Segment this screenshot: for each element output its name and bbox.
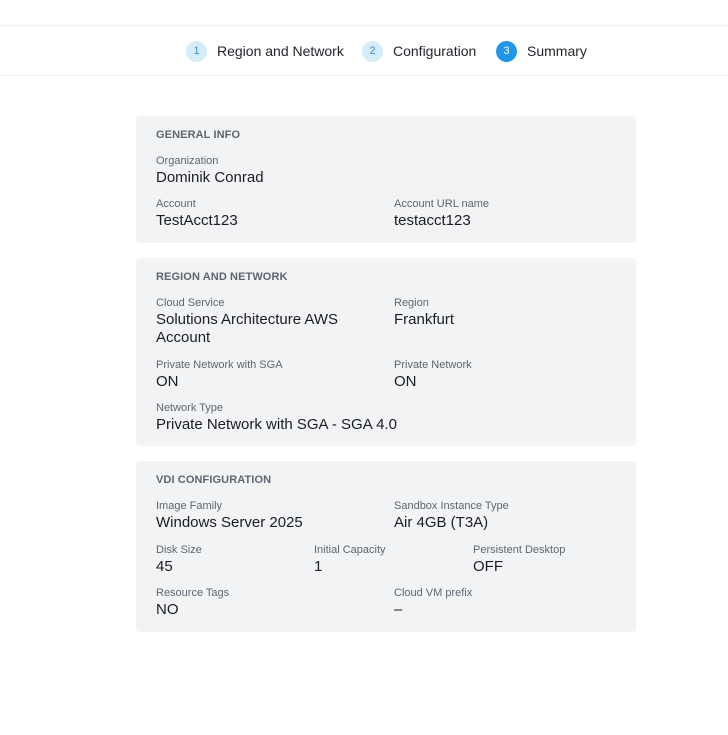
field-value: Windows Server 2025 (156, 514, 303, 531)
field-label: Cloud Service (156, 297, 225, 309)
account-url-field (394, 198, 489, 230)
card-title: REGION AND NETWORK (156, 271, 288, 283)
field-label: Initial Capacity (314, 544, 386, 556)
vdi-configuration-card (136, 461, 636, 632)
field-label: Cloud VM prefix (394, 587, 473, 599)
step-region-and-network[interactable] (186, 40, 344, 62)
field-value: Solutions Architecture AWS (156, 311, 339, 328)
step-number-badge: 1 (186, 41, 207, 62)
field-value: 45 (156, 558, 173, 575)
field-value: TestAcct123 (156, 212, 238, 229)
field-label: Account URL name (394, 198, 489, 210)
region-network-card (136, 258, 636, 446)
network-type-field (156, 402, 397, 434)
field-label: Organization (156, 155, 219, 167)
step-number-badge: 2 (362, 41, 383, 62)
wizard-stepper (0, 26, 728, 76)
field-value: NO (156, 601, 179, 618)
field-label: Image Family (156, 500, 223, 512)
field-value: Air 4GB (T3A) (394, 514, 489, 531)
step-summary[interactable] (496, 40, 587, 62)
field-value: – (394, 601, 403, 618)
field-label: Private Network (394, 359, 472, 371)
field-value: testacct123 (394, 212, 471, 229)
field-label: Disk Size (156, 544, 202, 556)
field-label: Persistent Desktop (473, 544, 566, 556)
account-field (156, 198, 238, 230)
persistent-desktop-field (473, 544, 565, 576)
field-value: Dominik Conrad (156, 169, 264, 186)
resource-tags-field (156, 587, 229, 619)
cloud-vm-prefix-field (394, 587, 472, 619)
field-value: Private Network with SGA - SGA 4.0 (156, 416, 397, 433)
organization-field (156, 155, 264, 187)
card-title: GENERAL INFO (156, 129, 241, 141)
field-value: OFF (473, 558, 503, 575)
card-title: VDI CONFIGURATION (156, 474, 272, 486)
field-label: Account (156, 198, 196, 210)
sandbox-instance-type-field (394, 500, 509, 532)
private-network-sga-field (156, 359, 283, 391)
initial-capacity-field (314, 544, 386, 576)
field-label: Resource Tags (156, 587, 230, 599)
field-value: Frankfurt (394, 311, 455, 328)
region-field (394, 297, 454, 329)
general-info-card (136, 116, 636, 243)
step-label: Summary (527, 43, 587, 59)
cloud-service-field (156, 297, 338, 347)
field-label: Private Network with SGA (156, 359, 283, 371)
field-value: 1 (314, 558, 323, 575)
step-configuration[interactable] (362, 40, 476, 62)
step-number-badge: 3 (496, 41, 517, 62)
field-value: ON (156, 373, 179, 390)
top-bar (0, 0, 728, 26)
step-label: Region and Network (217, 43, 344, 59)
field-label: Region (394, 297, 429, 309)
step-label: Configuration (393, 43, 477, 59)
field-value: ON (394, 373, 417, 390)
field-value-continued: Account (156, 329, 211, 346)
field-label: Sandbox Instance Type (394, 500, 509, 512)
image-family-field (156, 500, 303, 532)
field-label: Network Type (156, 402, 224, 414)
private-network-field (394, 359, 472, 391)
disk-size-field (156, 544, 202, 576)
